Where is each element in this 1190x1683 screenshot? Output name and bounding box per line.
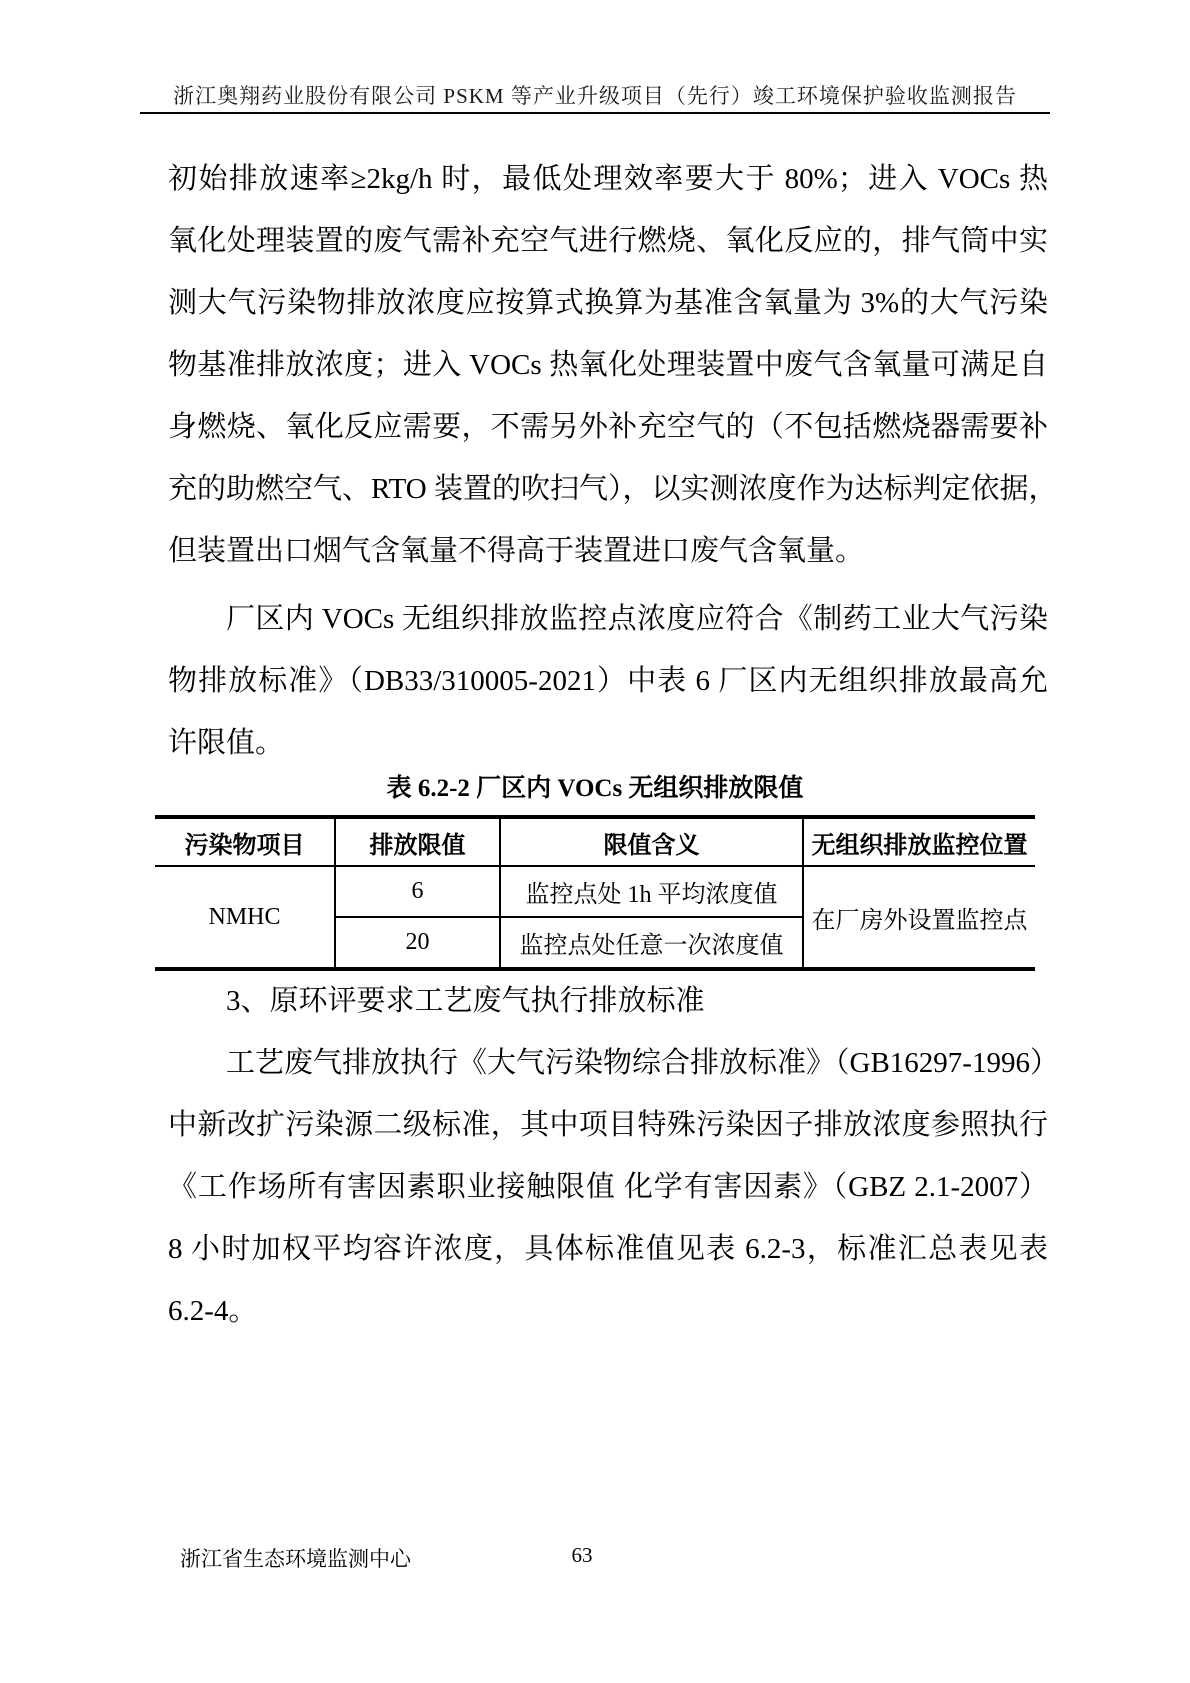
body-text-line: 工艺废气排放执行《大气污染物综合排放标准》（GB16297-1996） (226, 1047, 1059, 1079)
cell-location: 在厂房外设置监控点 (803, 866, 1035, 969)
table-caption: 表 6.2-2 厂区内 VOCs 无组织排放限值 (386, 775, 804, 802)
cell-limit-2: 20 (335, 917, 500, 969)
body-text-line: 8 小时加权平均容许浓度，具体标准值见表 6.2-3，标准汇总表见表 (168, 1233, 1048, 1265)
page-header-title: 浙江奥翔药业股份有限公司 PSKM 等产业升级项目（先行）竣工环境保护验收监测报告 (173, 84, 1017, 108)
body-text-line: 身燃烧、氧化反应需要，不需另外补充空气的（不包括燃烧器需要补 (168, 411, 1048, 443)
body-text-line: 充的助燃空气、RTO 装置的吹扫气），以实测浓度作为达标判定依据， (168, 473, 1058, 505)
table-row (155, 866, 1035, 917)
col-header-pollutant: 污染物项目 (155, 817, 335, 866)
body-text-line: 氧化处理装置的废气需补充空气进行燃烧、氧化反应的，排气筒中实 (168, 225, 1048, 257)
col-header-limit: 排放限值 (335, 817, 500, 866)
footer-page-number: 63 (571, 1543, 593, 1567)
col-header-location: 无组织排放监控位置 (803, 817, 1035, 866)
paragraph-process-gas-standard (168, 1032, 1059, 1342)
section-3 (168, 970, 1059, 1342)
body-text-line: 中新改扩污染源二级标准，其中项目特殊污染因子排放浓度参照执行 (168, 1109, 1048, 1141)
cell-limit-1: 6 (335, 866, 500, 917)
section-3-heading: 3、原环评要求工艺废气执行排放标准 (226, 985, 705, 1017)
body-text-line: 物基准排放浓度；进入 VOCs 热氧化处理装置中废气含氧量可满足自 (168, 349, 1048, 381)
cell-meaning-1: 监控点处 1h 平均浓度值 (500, 866, 803, 917)
vocs-limits-table (155, 815, 1035, 971)
body-text-line: 《工作场所有害因素职业接触限值 化学有害因素》（GBZ 2.1-2007） (168, 1171, 1048, 1203)
body-text-line: 厂区内 VOCs 无组织排放监控点浓度应符合《制药工业大气污染 (226, 603, 1048, 635)
body-text-line: 但装置出口烟气含氧量不得高于装置进口废气含氧量。 (168, 535, 865, 567)
table-header-row (155, 817, 1035, 866)
paragraph-fugitive-emission (168, 588, 1048, 774)
col-header-meaning: 限值含义 (500, 817, 803, 866)
paragraph-vocs-treatment (168, 148, 1058, 582)
body-text-line: 6.2-4。 (168, 1295, 258, 1327)
body-text-line: 初始排放速率≥2kg/h 时，最低处理效率要大于 80%；进入 VOCs 热 (168, 163, 1048, 195)
body-text-line: 物排放标准》（DB33/310005-2021）中表 6 厂区内无组织排放最高允 (168, 665, 1048, 697)
footer-organization: 浙江省生态环境监测中心 (180, 1547, 411, 1571)
cell-meaning-2: 监控点处任意一次浓度值 (500, 917, 803, 969)
body-text-line: 测大气污染物排放浓度应按算式换算为基准含氧量为 3%的大气污染 (168, 287, 1048, 319)
header-divider (140, 112, 1050, 114)
body-text-line: 许限值。 (168, 727, 285, 759)
cell-pollutant: NMHC (208, 903, 281, 930)
